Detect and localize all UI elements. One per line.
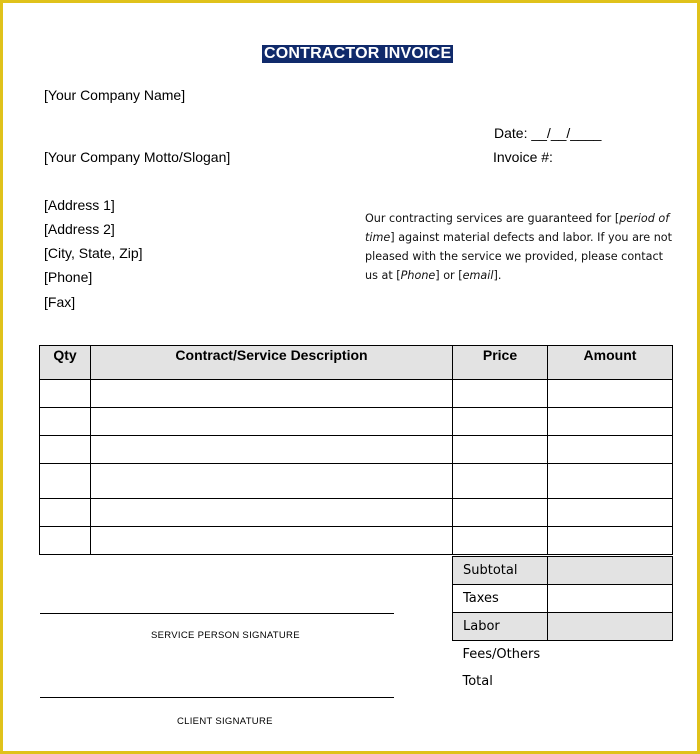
taxes-value[interactable] — [548, 585, 673, 613]
client-signature-line[interactable] — [40, 697, 394, 698]
description-cell[interactable] — [91, 436, 453, 464]
price-cell[interactable] — [453, 436, 548, 464]
invoice-number-field: Invoice #: — [493, 149, 553, 165]
labor-label: Labor — [453, 613, 548, 641]
labor-row — [453, 613, 673, 641]
date-field: Date: __/__/____ — [494, 125, 602, 141]
description-cell[interactable] — [91, 408, 453, 436]
company-name: [Your Company Name] — [44, 87, 186, 103]
total-row — [453, 668, 673, 695]
table-row — [40, 499, 673, 527]
price-cell[interactable] — [453, 499, 548, 527]
address-line-2: [Address 2] — [44, 221, 115, 237]
description-cell[interactable] — [91, 499, 453, 527]
company-slogan: [Your Company Motto/Slogan] — [44, 149, 231, 165]
email-placeholder: email — [462, 269, 494, 282]
client-signature-label: CLIENT SIGNATURE — [177, 716, 273, 727]
subtotal-value[interactable] — [548, 557, 673, 585]
subtotal-label: Subtotal — [453, 557, 548, 585]
price-cell[interactable] — [453, 527, 548, 555]
period-placeholder: period of time — [365, 212, 670, 244]
header-description: Contract/Service Description — [91, 346, 453, 380]
qty-cell[interactable] — [40, 380, 91, 408]
total-label: Total — [462, 674, 493, 689]
city-state-zip: [City, State, Zip] — [44, 245, 143, 261]
totals-table — [452, 556, 673, 695]
qty-cell[interactable] — [40, 527, 91, 555]
table-row — [40, 436, 673, 464]
guarantee-notice: Our contracting services are guaranteed for [period of time] against material defects and labor. If you are not pleased with the service we provided, please contact us at [Phone] or [email]. — [365, 212, 673, 282]
service-signature-line[interactable] — [40, 613, 394, 614]
fees-label: Fees/Others — [462, 647, 541, 662]
price-cell[interactable] — [453, 408, 548, 436]
labor-value[interactable] — [548, 613, 673, 641]
qty-cell[interactable] — [40, 464, 91, 499]
amount-cell[interactable] — [548, 499, 673, 527]
fax-field: [Fax] — [44, 294, 76, 310]
price-cell[interactable] — [453, 464, 548, 499]
qty-cell[interactable] — [40, 499, 91, 527]
amount-cell[interactable] — [548, 527, 673, 555]
service-signature-label: SERVICE PERSON SIGNATURE — [151, 630, 300, 641]
amount-cell[interactable] — [548, 436, 673, 464]
phone-field: [Phone] — [44, 269, 93, 285]
table-header-row — [40, 346, 673, 380]
description-cell[interactable] — [91, 380, 453, 408]
subtotal-row — [453, 557, 673, 585]
taxes-label: Taxes — [453, 585, 548, 613]
qty-cell[interactable] — [40, 436, 91, 464]
header-price: Price — [453, 346, 548, 380]
invoice-title: CONTRACTOR INVOICE — [264, 45, 452, 62]
line-items-table — [39, 345, 673, 555]
address-line-1: [Address 1] — [44, 197, 115, 213]
table-row — [40, 380, 673, 408]
phone-placeholder: Phone — [400, 269, 436, 282]
amount-cell[interactable] — [548, 408, 673, 436]
price-cell[interactable] — [453, 380, 548, 408]
table-row — [40, 527, 673, 555]
qty-cell[interactable] — [40, 408, 91, 436]
description-cell[interactable] — [91, 464, 453, 499]
header-qty: Qty — [40, 346, 91, 380]
table-row — [40, 464, 673, 499]
description-cell[interactable] — [91, 527, 453, 555]
taxes-row — [453, 585, 673, 613]
header-amount: Amount — [548, 346, 673, 380]
amount-cell[interactable] — [548, 464, 673, 499]
table-row — [40, 408, 673, 436]
amount-cell[interactable] — [548, 380, 673, 408]
fees-row — [453, 641, 673, 669]
